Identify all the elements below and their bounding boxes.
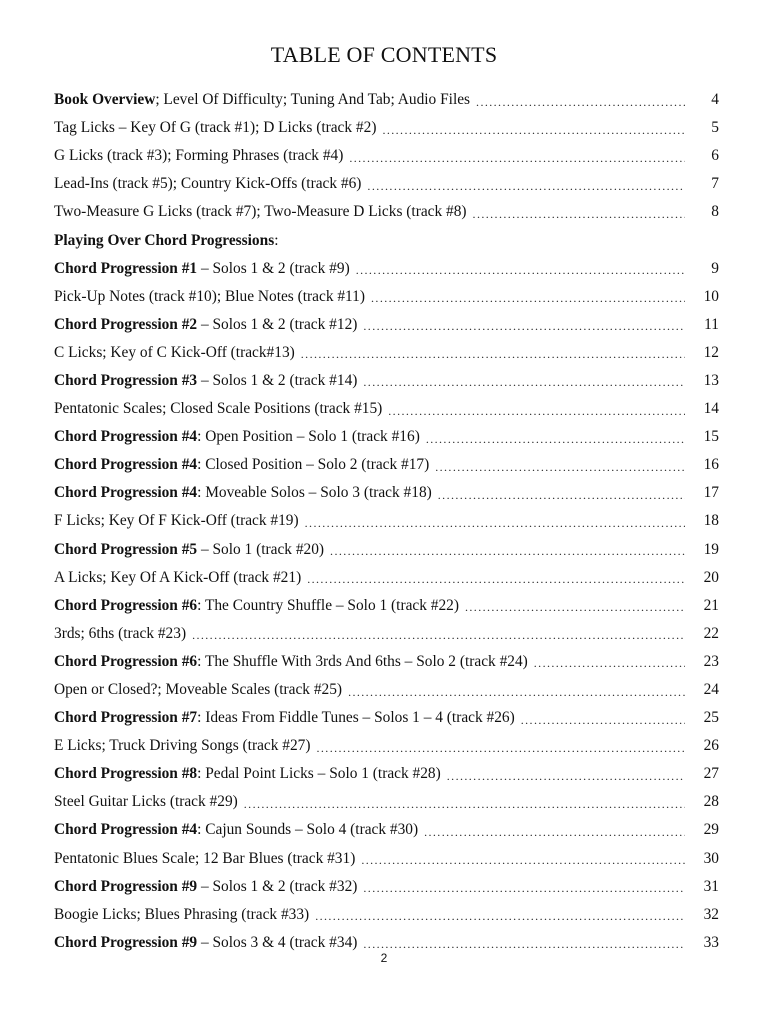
dot-leader	[476, 95, 685, 110]
toc-entry-6	[54, 226, 719, 254]
toc-entry-bold: Playing Over Chord Progressions	[54, 231, 275, 249]
dot-leader	[534, 656, 685, 671]
dot-leader	[465, 600, 685, 615]
toc-entry-rest: E Licks; Truck Driving Songs (track #27)	[54, 737, 311, 755]
toc-entry-text	[54, 91, 470, 109]
toc-entry-page-number: 15	[703, 428, 719, 446]
toc-entry-page-number: 11	[704, 315, 719, 333]
toc-entry-page-number: 8	[711, 203, 719, 221]
toc-entry-16	[54, 507, 719, 535]
toc-entry-rest: Boogie Licks; Blues Phrasing (track #33)	[54, 905, 310, 923]
toc-entry-page-number: 16	[703, 456, 719, 474]
dot-leader	[363, 319, 685, 334]
toc-entry-text	[54, 119, 376, 137]
toc-entry-rest: – Solos 1 & 2 (track #12)	[197, 315, 358, 333]
toc-entry-23	[54, 704, 719, 732]
toc-entry-text	[54, 681, 342, 699]
page-title: TABLE OF CONTENTS	[270, 42, 498, 67]
toc-entry-28	[54, 845, 719, 873]
toc-entry-bold: Chord Progression #2	[54, 315, 198, 333]
toc-entry-2	[54, 114, 719, 142]
toc-entry-text	[54, 934, 357, 952]
toc-entry-rest: Two-Measure G Licks (track #7); Two-Measure D Licks (track #8)	[54, 203, 467, 221]
toc-entry-page-number: 9	[711, 259, 719, 277]
toc-entry-11	[54, 367, 719, 395]
toc-entry-page-number: 22	[703, 624, 719, 642]
toc-entry-bold: Book Overview	[54, 91, 156, 109]
dot-leader	[307, 572, 685, 587]
dot-leader	[426, 432, 685, 447]
toc-entry-page-number: 21	[703, 596, 719, 614]
toc-entry-page-number: 14	[703, 400, 719, 418]
dot-leader	[473, 207, 685, 222]
toc-entry-text	[54, 203, 467, 221]
toc-entry-rest: : Ideas From Fiddle Tunes – Solos 1 – 4 (track #26)	[197, 709, 515, 727]
toc-entry-text	[54, 147, 343, 165]
toc-entry-text	[54, 878, 357, 896]
toc-entry-page-number: 12	[703, 343, 719, 361]
toc-entry-rest: G Licks (track #3); Forming Phrases (track #4)	[54, 147, 344, 165]
toc-entry-page-number: 25	[703, 709, 719, 727]
toc-entry-25	[54, 760, 719, 788]
toc-entry-rest: Open or Closed?; Moveable Scales (track #25)	[54, 681, 343, 699]
toc-entry-page-number: 29	[703, 821, 719, 839]
toc-entry-text	[54, 400, 382, 418]
dot-leader	[244, 797, 685, 812]
toc-entry-text	[54, 316, 357, 334]
toc-entry-rest: A Licks; Key Of A Kick-Off (track #21)	[54, 568, 302, 586]
toc-entry-bold: Chord Progression #4	[54, 821, 198, 839]
dot-leader	[388, 404, 685, 419]
toc-entry-page-number: 32	[703, 905, 719, 923]
toc-entry-rest: Steel Guitar Licks (track #29)	[54, 793, 238, 811]
toc-entry-bold: Chord Progression #1	[54, 259, 198, 277]
toc-entry-text	[54, 288, 365, 306]
dot-leader	[348, 685, 685, 700]
dot-leader	[315, 909, 685, 924]
toc-entry-17	[54, 536, 719, 564]
toc-entry-text	[54, 372, 357, 390]
toc-entry-text	[54, 906, 309, 924]
toc-entry-13	[54, 423, 719, 451]
dot-leader	[363, 881, 685, 896]
toc-entry-text	[54, 850, 355, 868]
toc-entry-rest: – Solos 1 & 2 (track #9)	[197, 259, 350, 277]
toc-entry-bold: Chord Progression #6	[54, 652, 198, 670]
table-of-contents	[54, 86, 719, 957]
toc-entry-text	[54, 821, 418, 839]
toc-entry-page-number: 4	[711, 91, 719, 109]
toc-entry-bold: Chord Progression #8	[54, 765, 198, 783]
toc-entry-26	[54, 788, 719, 816]
dot-leader	[435, 460, 685, 475]
toc-entry-text	[54, 484, 432, 502]
toc-entry-page-number: 24	[703, 681, 719, 699]
toc-entry-18	[54, 564, 719, 592]
dot-leader	[447, 769, 685, 784]
toc-entry-4	[54, 170, 719, 198]
toc-entry-page-number: 23	[703, 652, 719, 670]
dot-leader	[317, 741, 686, 756]
dot-leader	[301, 347, 685, 362]
toc-entry-20	[54, 620, 719, 648]
dot-leader	[382, 123, 685, 138]
toc-entry-text	[54, 541, 324, 559]
toc-entry-bold: Chord Progression #7	[54, 709, 198, 727]
toc-entry-rest: – Solos 1 & 2 (track #32)	[197, 877, 358, 895]
dot-leader	[367, 179, 685, 194]
toc-entry-3	[54, 142, 719, 170]
toc-entry-text	[54, 260, 350, 278]
toc-entry-rest: Lead-Ins (track #5); Country Kick-Offs (track #6)	[54, 175, 362, 193]
toc-entry-bold: Chord Progression #4	[54, 456, 198, 474]
dot-leader	[330, 544, 685, 559]
toc-entry-text	[54, 653, 528, 671]
toc-entry-page-number: 18	[703, 512, 719, 530]
toc-entry-rest: – Solo 1 (track #20)	[197, 540, 325, 558]
toc-entry-page-number: 10	[703, 287, 719, 305]
toc-entry-text	[54, 793, 238, 811]
toc-entry-page-number: 6	[711, 147, 719, 165]
dot-leader	[192, 628, 685, 643]
toc-entry-rest: 3rds; 6ths (track #23)	[54, 624, 187, 642]
toc-entry-22	[54, 676, 719, 704]
toc-entry-rest: :	[274, 231, 279, 249]
toc-entry-27	[54, 816, 719, 844]
toc-entry-rest: : The Shuffle With 3rds And 6ths – Solo 2 (track #24)	[197, 652, 528, 670]
toc-entry-12	[54, 395, 719, 423]
toc-entry-9	[54, 311, 719, 339]
toc-entry-rest: – Solos 1 & 2 (track #14)	[197, 371, 358, 389]
dot-leader	[371, 291, 685, 306]
toc-entry-bold: Chord Progression #6	[54, 596, 198, 614]
dot-leader	[361, 853, 685, 868]
toc-entry-page-number: 31	[703, 877, 719, 895]
toc-entry-text	[54, 765, 441, 783]
dot-leader	[521, 713, 685, 728]
toc-entry-rest: – Solos 3 & 4 (track #34)	[197, 933, 358, 951]
toc-entry-page-number: 30	[703, 849, 719, 867]
toc-entry-10	[54, 339, 719, 367]
toc-entry-rest: : Pedal Point Licks – Solo 1 (track #28)	[197, 765, 441, 783]
toc-entry-text	[54, 625, 186, 643]
toc-entry-rest: ; Level Of Difficulty; Tuning And Tab; Audio Files	[155, 91, 471, 109]
toc-entry-bold: Chord Progression #9	[54, 877, 198, 895]
toc-entry-rest: Pick-Up Notes (track #10); Blue Notes (track #11)	[54, 287, 366, 305]
dot-leader	[349, 151, 685, 166]
toc-entry-page-number: 19	[703, 540, 719, 558]
toc-entry-page-number: 26	[703, 737, 719, 755]
toc-entry-rest: : Closed Position – Solo 2 (track #17)	[197, 456, 430, 474]
toc-entry-text	[54, 456, 429, 474]
toc-entry-page-number: 33	[703, 933, 719, 951]
toc-entry-bold: Chord Progression #3	[54, 371, 198, 389]
toc-entry-rest: Pentatonic Scales; Closed Scale Positions (track #15)	[54, 400, 383, 418]
toc-entry-text	[54, 344, 295, 362]
toc-entry-29	[54, 873, 719, 901]
dot-leader	[356, 263, 685, 278]
dot-leader	[424, 825, 685, 840]
page-number: 2	[380, 951, 388, 965]
toc-entry-page-number: 7	[711, 175, 719, 193]
toc-entry-30	[54, 901, 719, 929]
toc-entry-bold: Chord Progression #5	[54, 540, 198, 558]
toc-entry-bold: Chord Progression #4	[54, 484, 198, 502]
toc-entry-5	[54, 198, 719, 226]
toc-entry-page-number: 27	[703, 765, 719, 783]
toc-entry-19	[54, 592, 719, 620]
toc-entry-bold: Chord Progression #4	[54, 428, 198, 446]
toc-entry-rest: C Licks; Key of C Kick-Off (track#13)	[54, 343, 295, 361]
toc-entry-rest: Pentatonic Blues Scale; 12 Bar Blues (track #31)	[54, 849, 356, 867]
toc-entry-text	[54, 175, 361, 193]
toc-entry-14	[54, 451, 719, 479]
toc-entry-rest: F Licks; Key Of F Kick-Off (track #19)	[54, 512, 299, 530]
toc-entry-text	[54, 232, 278, 250]
toc-entry-text	[54, 428, 420, 446]
toc-entry-rest: : Cajun Sounds – Solo 4 (track #30)	[197, 821, 419, 839]
toc-entry-text	[54, 569, 301, 587]
toc-entry-bold: Chord Progression #9	[54, 933, 198, 951]
toc-entry-text	[54, 512, 299, 530]
toc-entry-rest: : The Country Shuffle – Solo 1 (track #22)	[197, 596, 459, 614]
toc-entry-page-number: 13	[703, 371, 719, 389]
toc-entry-15	[54, 479, 719, 507]
toc-entry-8	[54, 283, 719, 311]
toc-entry-rest: : Open Position – Solo 1 (track #16)	[197, 428, 420, 446]
dot-leader	[363, 375, 685, 390]
toc-entry-text	[54, 737, 311, 755]
dot-leader	[305, 516, 685, 531]
toc-entry-7	[54, 255, 719, 283]
toc-entry-1	[54, 86, 719, 114]
toc-entry-page-number: 28	[703, 793, 719, 811]
toc-entry-21	[54, 648, 719, 676]
toc-entry-text	[54, 597, 459, 615]
toc-entry-page-number: 17	[703, 484, 719, 502]
dot-leader	[438, 488, 685, 503]
toc-entry-text	[54, 709, 515, 727]
toc-entry-rest: Tag Licks – Key Of G (track #1); D Licks (track #2)	[54, 119, 377, 137]
toc-entry-rest: : Moveable Solos – Solo 3 (track #18)	[197, 484, 432, 502]
toc-entry-24	[54, 732, 719, 760]
toc-entry-page-number: 5	[711, 119, 719, 137]
toc-entry-page-number: 20	[703, 568, 719, 586]
